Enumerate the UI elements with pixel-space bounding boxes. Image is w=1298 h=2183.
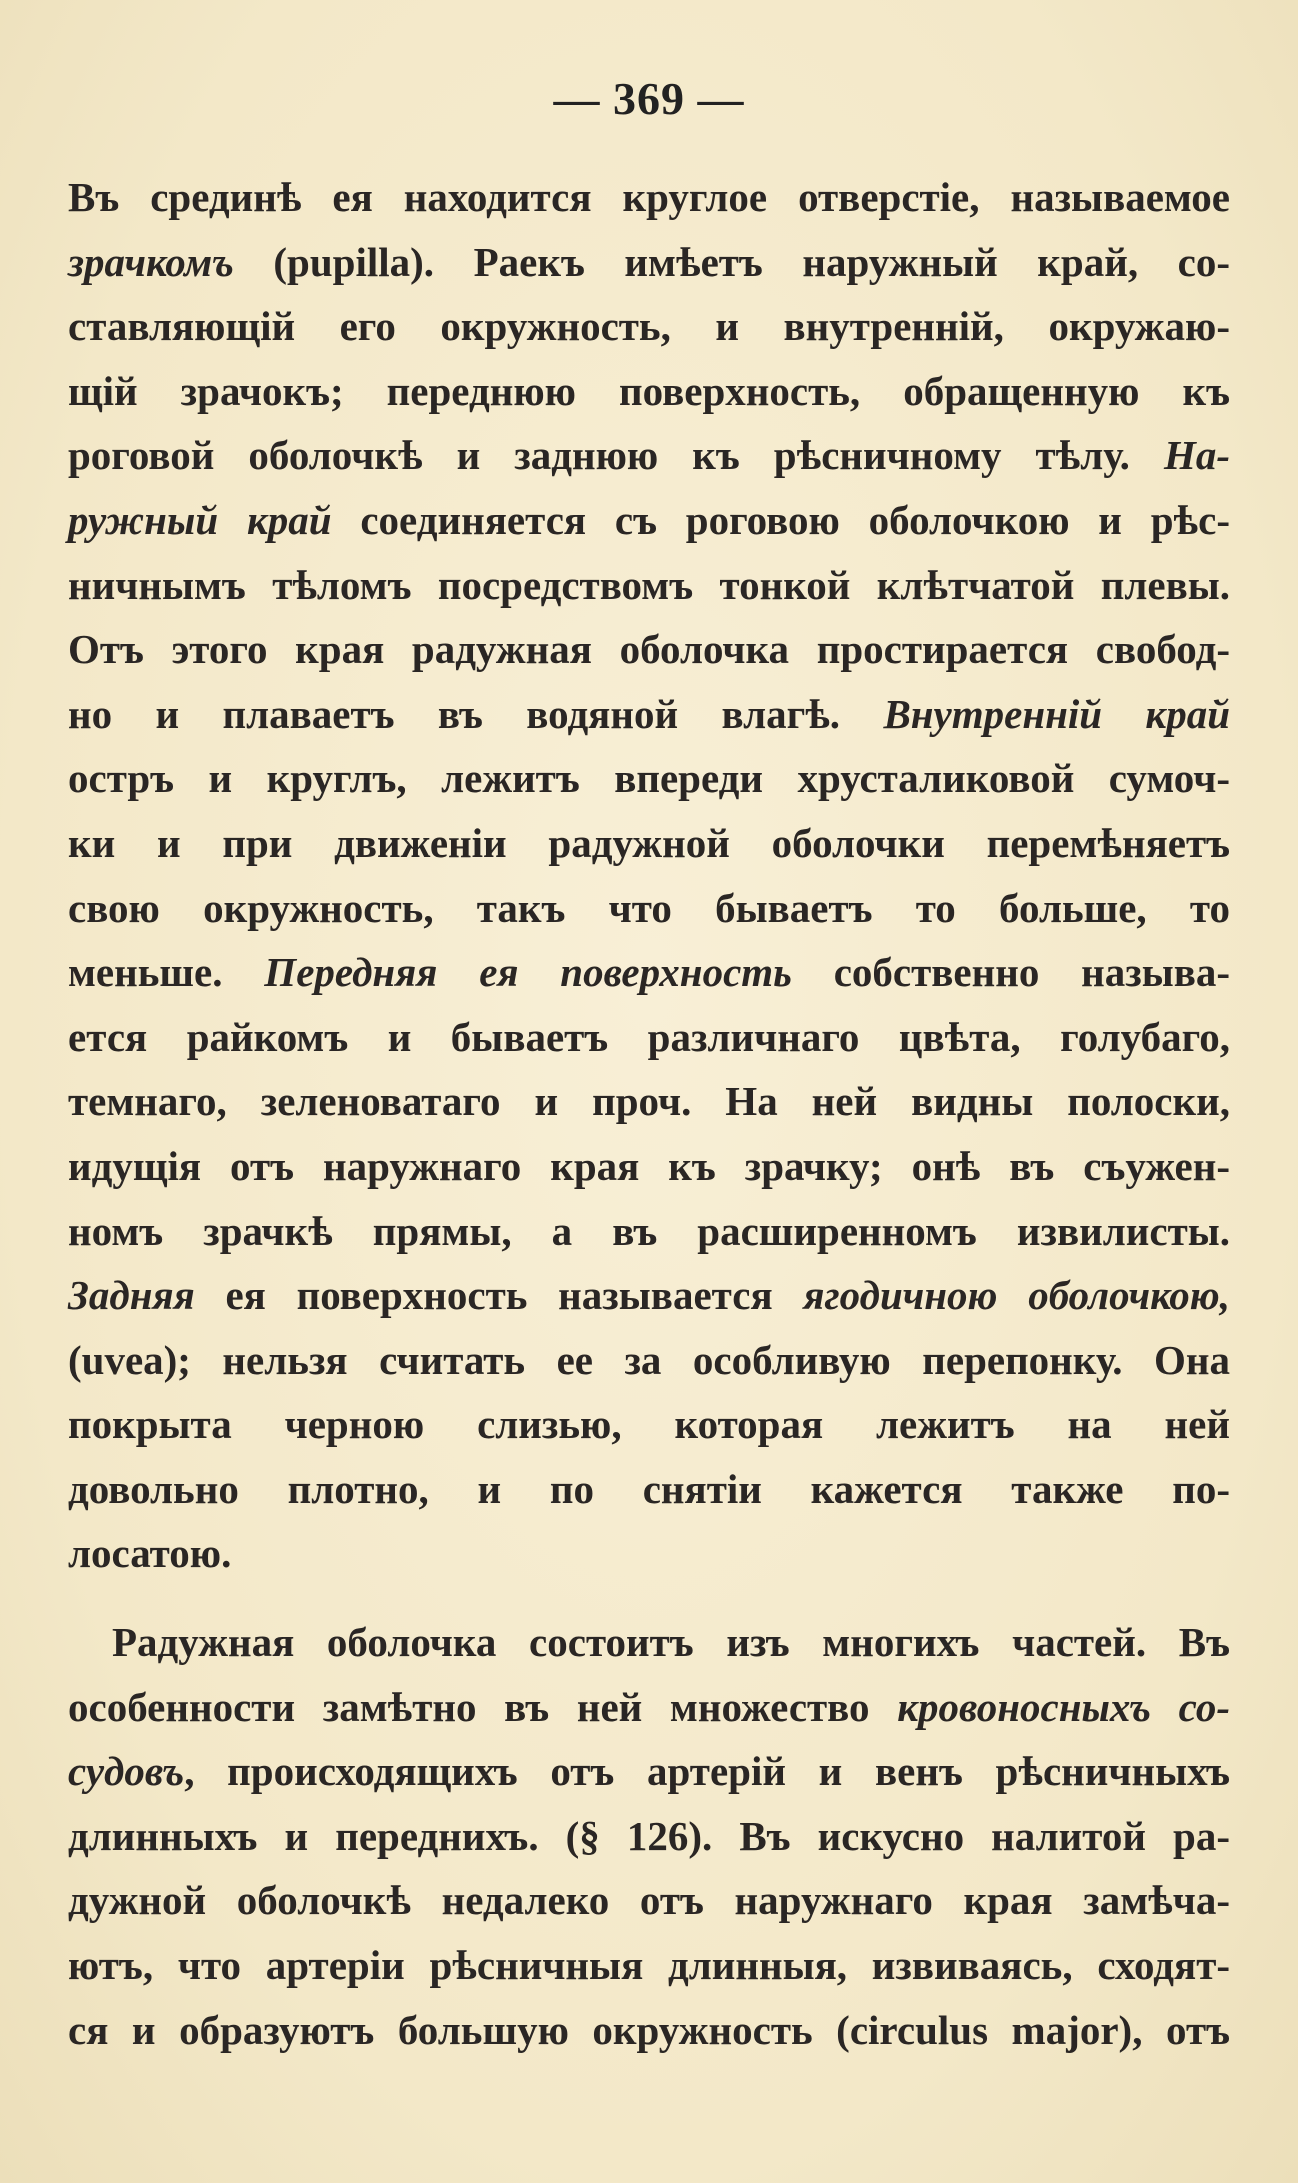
paragraph-iris-structure [68,165,1230,1586]
text-line [68,1392,1230,1457]
text-line [68,294,1230,359]
italic-term: зрачкомъ [68,238,234,285]
text-line [68,423,1230,488]
text-line [68,617,1230,682]
text-line [68,1675,1230,1740]
text-line [68,1933,1230,1998]
text-segment: ставляющій его окружность, и внутренній, окружаю- [68,303,1230,350]
text-segment: остръ и круглъ, лежитъ впереди хрусталиковой сумоч- [68,755,1230,802]
italic-term: На- [1163,432,1230,479]
text-line [68,746,1230,811]
text-segment: но и плаваетъ въ водяной влагѣ. [68,690,884,737]
italic-term: Передняя ея поверхность [264,949,792,996]
text-segment: собственно называ- [791,949,1231,996]
text-segment: длинныхъ и переднихъ. (§ 126). Въ искусно налитой ра- [68,1812,1230,1859]
text-line [68,1134,1230,1199]
text-line [68,940,1230,1005]
text-segment: дужной оболочкѣ недалеко отъ наружнаго края замѣча- [68,1877,1230,1924]
text-segment: покрыта черною слизью, которая лежитъ на ней [68,1401,1230,1448]
text-segment: ется райкомъ и бываетъ различнаго цвѣта, голубаго, [68,1013,1230,1060]
body-text [68,165,1230,2062]
text-segment: ки и при движеніи радужной оболочки перемѣняетъ [68,819,1230,866]
text-line [68,811,1230,876]
text-line [68,488,1230,553]
text-line [68,359,1230,424]
text-segment: , происходящихъ отъ артерій и венъ рѣсничныхъ [184,1748,1230,1795]
text-segment: (pupilla). Раекъ имѣетъ наружный край, со- [233,238,1230,285]
text-line [68,1804,1230,1869]
text-line [68,876,1230,941]
paragraph-iris-composition [68,1610,1230,2062]
text-segment: щій зрачокъ; переднюю поверхность, обращенную къ [68,367,1230,414]
text-line [68,1263,1230,1328]
text-line [68,682,1230,747]
text-segment: номъ зрачкѣ прямы, а въ расширенномъ извилисты. [68,1207,1230,1254]
italic-term: ягодичною оболочкою, [803,1272,1230,1319]
text-line [68,1998,1230,2063]
italic-term: ружный край [68,496,332,543]
text-segment: идущія отъ наружнаго края къ зрачку; онѣ въ съужен- [68,1142,1230,1189]
italic-term: кровоносныхъ со- [897,1683,1230,1730]
text-segment: свою окружность, такъ что бываетъ то больше, то [68,884,1230,931]
text-line [68,1199,1230,1264]
text-segment: Радужная оболочка состоитъ изъ многихъ частей. Въ [112,1619,1230,1666]
italic-term: судовъ [68,1748,185,1795]
italic-term: Внутренній край [883,690,1231,737]
text-line [68,1457,1230,1522]
text-line [68,1328,1230,1393]
text-segment: ютъ, что артеріи рѣсничныя длинныя, извиваясь, сходят- [68,1942,1230,1989]
text-segment: Въ срединѣ ея находится круглое отверстіе, называемое [68,174,1230,220]
text-segment: темнаго, зеленоватаго и проч. На ней видны полоски, [68,1078,1230,1125]
text-segment: ея поверхность называется [194,1272,804,1319]
text-line [68,1521,1230,1586]
text-segment: довольно плотно, и по снятіи кажется также по- [68,1465,1230,1512]
page-number: — 369 — [553,73,745,124]
text-segment: роговой оболочкѣ и заднюю къ рѣсничному тѣлу. [68,432,1164,479]
text-segment: соединяется съ роговою оболочкою и рѣс- [331,496,1230,543]
text-segment: особенности замѣтно въ ней множество [68,1683,898,1730]
text-line [68,1005,1230,1070]
text-line [68,1069,1230,1134]
italic-term: Задняя [68,1272,195,1319]
text-line [68,553,1230,618]
text-line [68,165,1230,230]
text-segment: (uvea); нельзя считать ее за особливую перепонку. Она [68,1336,1230,1383]
text-segment: ничнымъ тѣломъ посредствомъ тонкой клѣтчатой плевы. [68,561,1230,608]
text-segment: ся и образуютъ большую окружность (circulus major), отъ [68,2006,1230,2053]
text-segment: лосатою. [68,1530,232,1577]
text-segment: Отъ этого края радужная оболочка простирается свобод- [68,626,1230,673]
text-line [68,230,1230,295]
text-line [68,1868,1230,1933]
text-segment: меньше. [68,949,265,996]
text-line [68,1739,1230,1804]
text-line [68,1610,1230,1675]
